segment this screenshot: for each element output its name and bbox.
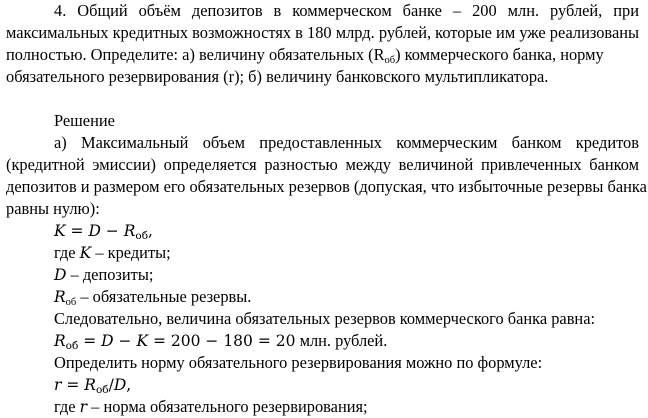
problem-line-2: максимальных кредитных возможностях в 180 млрд. рублей, которые им уже реализованы [6, 23, 639, 42]
formula3-var-R: R [84, 376, 96, 394]
formula3-subscript: об [95, 384, 109, 396]
formula2-subscript: об [65, 340, 79, 352]
where-d-text: – депозиты; [66, 265, 154, 284]
consequently-line: Следовательно, величина обязательных резервов коммерческого банка равна: [54, 309, 596, 328]
where-k-line [54, 242, 171, 264]
solution-p1-line-1: а) Максимальный объем предоставленных коммерческим банком кредитов [54, 133, 639, 152]
formula-credit [54, 220, 153, 242]
formula3-divide: / [108, 376, 114, 394]
formula-comma: , [148, 222, 153, 240]
formula2-minus: − [113, 332, 137, 350]
formula2-var-d: D [101, 332, 114, 350]
formula-rate [54, 374, 131, 396]
problem-line-1: 4. Общий объём депозитов в коммерческом банке – 200 млн. рублей, при [54, 1, 639, 20]
where-r-text: – обязательные резервы. [76, 287, 252, 306]
formula-minus: − [100, 222, 124, 240]
problem-line-3-rest: ) коммерческого банка, норму [395, 45, 604, 64]
formula3-var-d: D [113, 376, 127, 394]
where-rate-prefix: где [54, 397, 80, 416]
where-var-d: D [54, 266, 67, 284]
problem-line-4: обязательного резервирования (r); б) величину банковского мультипликатора. [6, 67, 549, 86]
where-d-line [54, 264, 153, 286]
where-var-rate: r [79, 398, 88, 416]
where-var-k: K [79, 244, 92, 262]
formula-var-d: D [88, 222, 101, 240]
where-rate-line [54, 396, 368, 418]
formula3-var-r: r [54, 376, 62, 394]
formula-subscript: об [135, 230, 149, 242]
formula-var-r: R [123, 222, 136, 240]
where-rate-text: – норма обязательного резервирования; [87, 397, 368, 416]
formula2-var-r: R [54, 332, 66, 350]
solution-p1-line-2: (кредитной эмиссии) определяется разностью между величиной привлеченных банком [6, 155, 639, 174]
formula2-equals: = [78, 332, 102, 350]
formula3-equals: = [61, 376, 85, 394]
problem-line-3-subscript: об [384, 55, 396, 66]
where-prefix: где [54, 243, 80, 262]
solution-p1-line-3: депозитов и размером его обязательных резервов (допуская, что избыточные резервы банка [6, 177, 647, 196]
formula-reserves [54, 330, 387, 352]
problem-line-3 [6, 44, 639, 66]
formula-var-k: K [54, 222, 66, 240]
where-r-line [54, 286, 251, 308]
formula-equals: = [65, 222, 89, 240]
where-k-text: – кредиты; [91, 243, 171, 262]
problem-line-3-text: полностью. Определите: а) величину обязательных (R [6, 45, 385, 64]
formula2-var-k: K [136, 332, 149, 350]
where-r-subscript: об [65, 297, 77, 308]
rate-intro-line: Определить норму обязательного резервирования можно по формуле: [54, 353, 543, 372]
formula3-comma: , [126, 376, 132, 394]
solution-heading: Решение [54, 111, 115, 130]
formula2-unit: млн. рублей. [295, 331, 388, 350]
formula2-numbers: = 200 − 180 = 20 [148, 332, 296, 350]
solution-p1-line-4: равны нулю): [6, 199, 100, 218]
where-var-r: R [54, 288, 66, 306]
